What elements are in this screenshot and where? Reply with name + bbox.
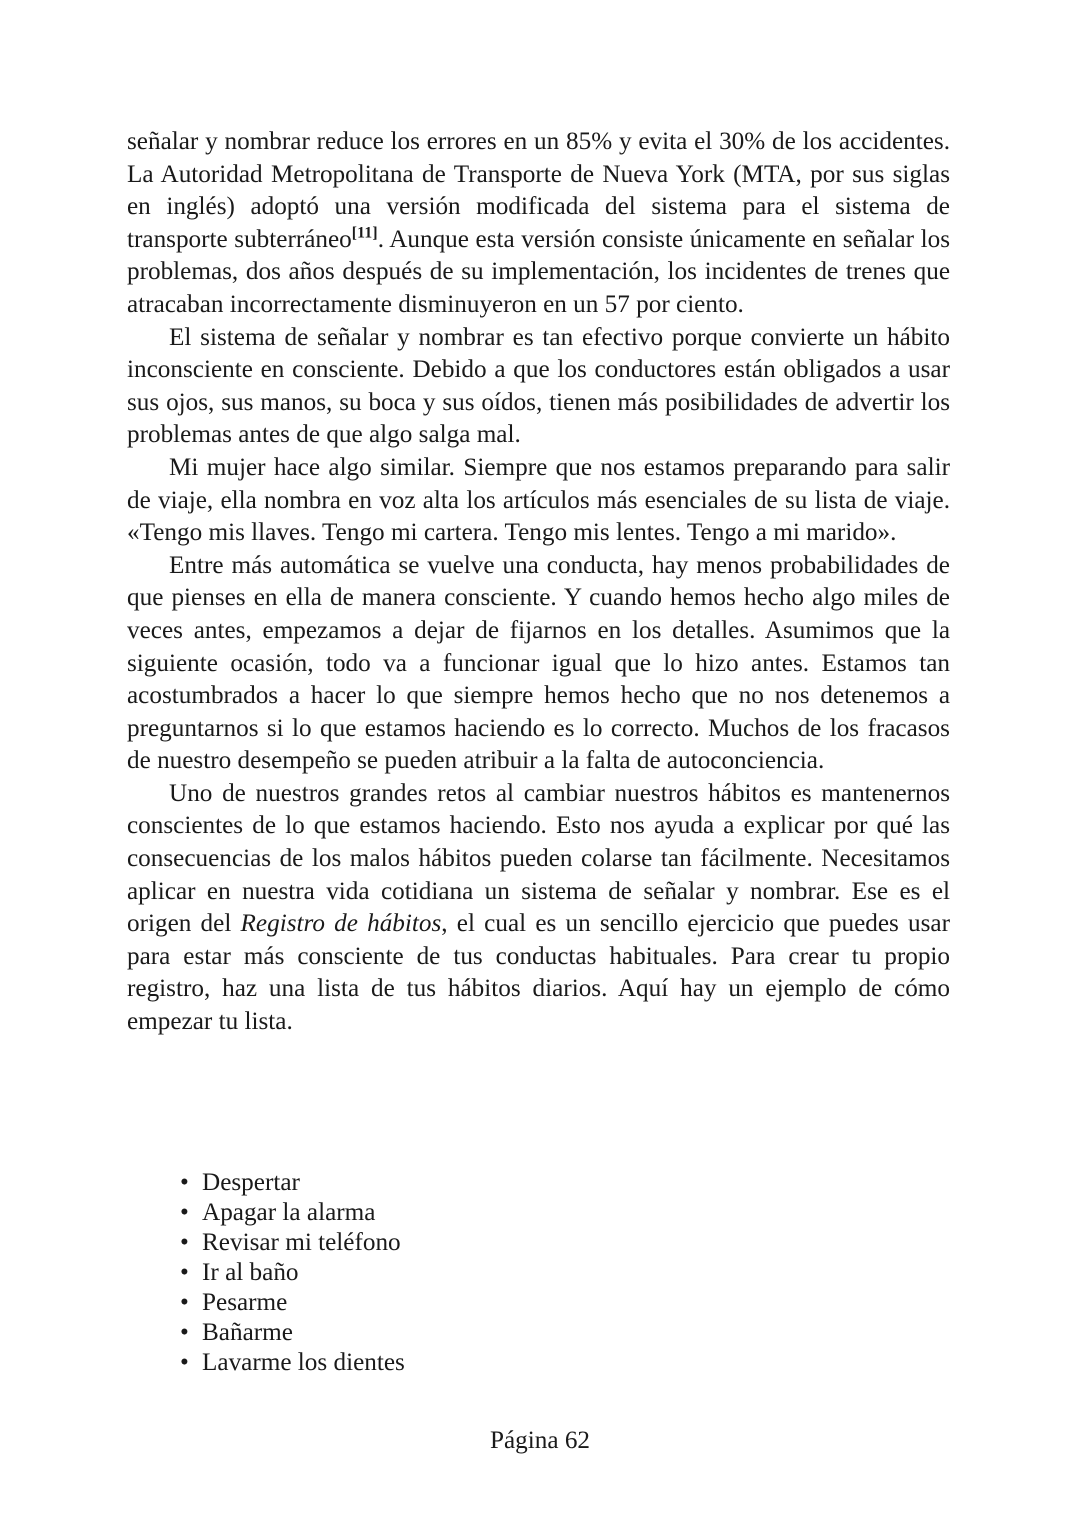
list-item	[180, 1228, 780, 1258]
paragraph-text-run: señalar y nombrar reduce los errores en un 85% y evita el 30% de los accidentes. La Autoridad Metropolitana de Transporte de Nueva York (MTA, por sus siglas en inglés) adoptó una versión modificada del sistema para el sistema de transporte subterráneo	[127, 128, 950, 253]
paragraph-text-run: . Aunque esta versión consiste únicamente en señalar los problemas, dos años después de su implementación, los incidentes de trenes que atracaban incorrectamente disminuyeron en un 57 por ciento.	[127, 225, 950, 318]
paragraph-text-run: Uno de nuestros grandes retos al cambiar nuestros hábitos es mantenernos conscientes de lo que estamos haciendo. Esto nos ayuda a explicar por qué las consecuencias de los malos hábitos pueden colarse tan fácilmente. Necesitamos aplicar en nuestra vida cotidiana un sistema de señalar y nombrar. Ese es el origen del	[127, 779, 950, 938]
list-item	[180, 1288, 780, 1318]
paragraph-text-run: Entre más automática se vuelve una conducta, hay menos probabilidades de que pienses en ella de manera consciente. Y cuando hemos hecho algo miles de veces antes, empezamos a dejar de fijarnos en los detalles. Asumimos que la siguiente ocasión, todo va a funcionar igual que lo hizo antes. Estamos tan acostumbrados a hacer lo que siempre hemos hecho que no nos detenemos a preguntarnos si lo que estamos haciendo es lo correcto. Muchos de los fracasos de nuestro desempeño se pueden atribuir a la falta de autoconciencia.	[127, 551, 950, 775]
list-item-label: Ir al baño	[202, 1259, 299, 1286]
body-text-column	[127, 126, 950, 1039]
body-paragraph	[127, 322, 950, 452]
list-item	[180, 1258, 780, 1288]
list-item	[180, 1198, 780, 1228]
footnote-reference[interactable]: [11]	[351, 224, 378, 242]
list-item	[180, 1168, 780, 1198]
italic-work-title: Registro de hábitos	[240, 910, 442, 938]
body-paragraph	[127, 550, 950, 778]
page-number-label: Página 62	[489, 1427, 591, 1454]
bullet-icon: •	[180, 1349, 189, 1376]
habit-bullet-list	[180, 1168, 780, 1378]
body-paragraph	[127, 126, 950, 322]
list-item-label: Bañarme	[202, 1319, 293, 1346]
paragraph-container	[127, 126, 950, 1039]
list-item-label: Pesarme	[202, 1289, 288, 1316]
paragraph-text-run: El sistema de señalar y nombrar es tan efectivo porque convierte un hábito inconsciente en consciente. Debido a que los conductores están obligados a usar sus ojos, sus manos, su boca y sus oídos, tienen más posibilidades de advertir los problemas antes de que algo salga mal.	[127, 323, 950, 449]
bullet-icon: •	[180, 1229, 189, 1256]
list-item	[180, 1318, 780, 1348]
list-item-label: Lavarme los dientes	[202, 1349, 405, 1376]
page-footer	[0, 1425, 1080, 1457]
list-item-label: Apagar la alarma	[202, 1199, 376, 1226]
list-item-label: Revisar mi teléfono	[202, 1229, 401, 1256]
paragraph-text-run: , el cual es un sencillo ejercicio que puedes usar para estar más consciente de tus conductas habituales. Para crear tu propio registro, haz una lista de tus hábitos diarios. Aquí hay un ejemplo de cómo empezar tu lista.	[127, 910, 950, 1036]
bullet-icon: •	[180, 1289, 189, 1316]
body-paragraph	[127, 452, 950, 550]
paragraph-text-run: Mi mujer hace algo similar. Siempre que nos estamos preparando para salir de viaje, ella nombra en voz alta los artículos más esenciales de su lista de viaje. «Tengo mis llaves. Tengo mi cartera. Tengo mis lentes. Tengo a mi marido».	[127, 453, 950, 547]
list-item	[180, 1348, 780, 1378]
bullet-icon: •	[180, 1199, 189, 1226]
list-item-label: Despertar	[202, 1169, 300, 1196]
body-paragraph	[127, 778, 950, 1039]
bullet-icon: •	[180, 1319, 189, 1346]
bullet-icon: •	[180, 1169, 189, 1196]
bullet-icon: •	[180, 1259, 189, 1286]
